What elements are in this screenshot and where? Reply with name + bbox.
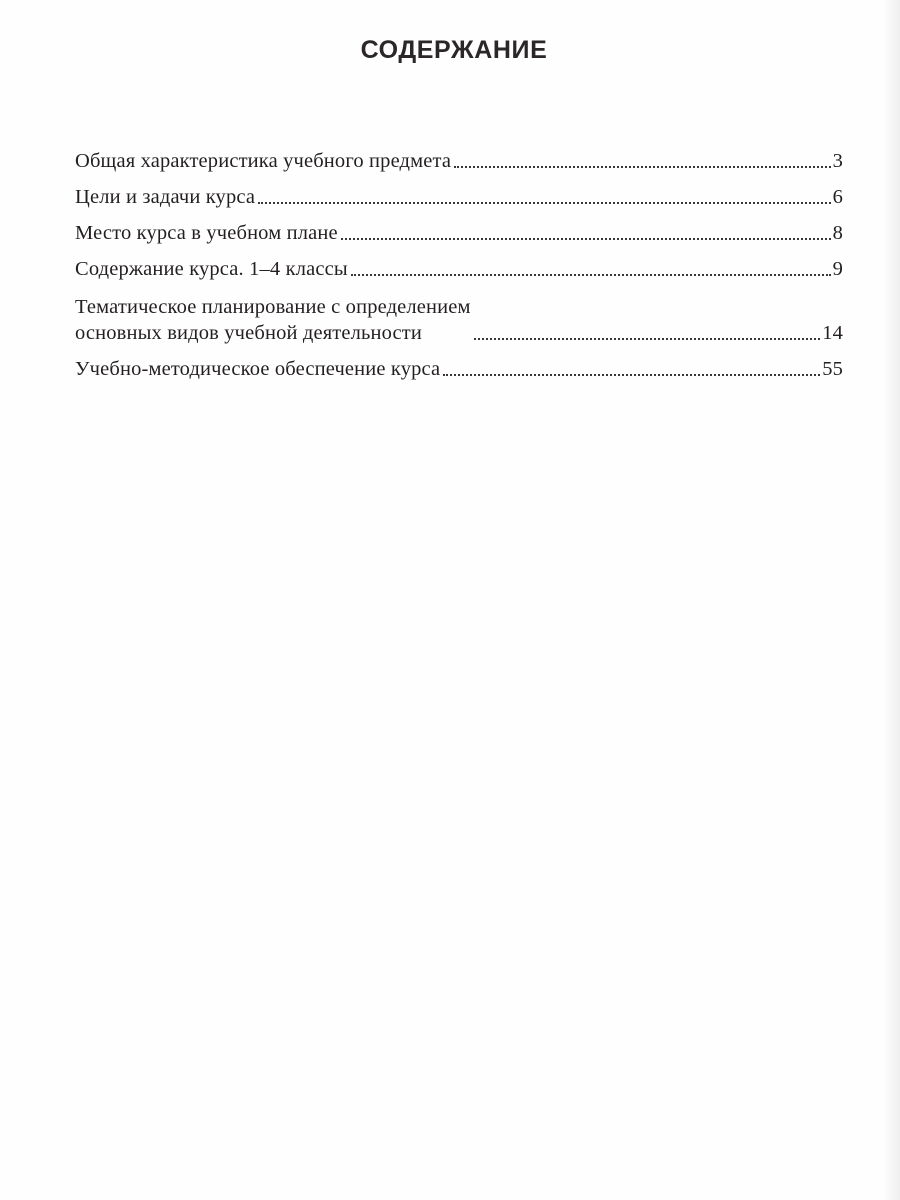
toc-entry <box>75 356 843 382</box>
toc-entry-title-line: Место курса в учебном плане <box>75 222 338 244</box>
toc-entry-title-line: Учебно-методическое обеспечение курса <box>75 358 441 380</box>
toc-entry-title-line: основных видов учебной деятельности <box>75 322 423 344</box>
toc-entry <box>75 148 843 174</box>
toc-entry-title-line: Цели и задачи курса <box>75 186 256 208</box>
toc-entry-title <box>75 356 440 382</box>
table-of-contents <box>75 148 843 382</box>
toc-entry-title-line: Содержание курса. 1–4 классы <box>75 258 348 280</box>
toc-entry-title <box>75 220 338 246</box>
toc-entry <box>75 256 843 282</box>
dot-leader <box>454 166 830 168</box>
toc-entry-title <box>75 184 255 210</box>
toc-page-number: 8 <box>832 222 843 244</box>
toc-entry <box>75 184 843 210</box>
toc-page-number: 3 <box>832 150 843 172</box>
dot-leader <box>341 238 831 240</box>
toc-entry-title-line: Общая характеристика учебного предмета <box>75 150 452 172</box>
dot-leader <box>474 338 821 340</box>
toc-entry-title <box>75 148 451 174</box>
toc-entry-title <box>75 294 471 346</box>
toc-page-number: 55 <box>822 358 843 380</box>
dot-leader <box>258 202 830 204</box>
dot-leader <box>443 374 820 376</box>
toc-entry-title-line: Тематическое планирование с определением <box>75 296 471 318</box>
toc-page-number: 6 <box>832 186 843 208</box>
toc-entry-title <box>75 256 348 282</box>
page-title: СОДЕРЖАНИЕ <box>360 36 548 64</box>
toc-page-number: 14 <box>822 322 843 344</box>
dot-leader <box>351 274 831 276</box>
toc-page-number: 9 <box>832 258 843 280</box>
toc-entry <box>75 294 843 346</box>
toc-entry <box>75 220 843 246</box>
